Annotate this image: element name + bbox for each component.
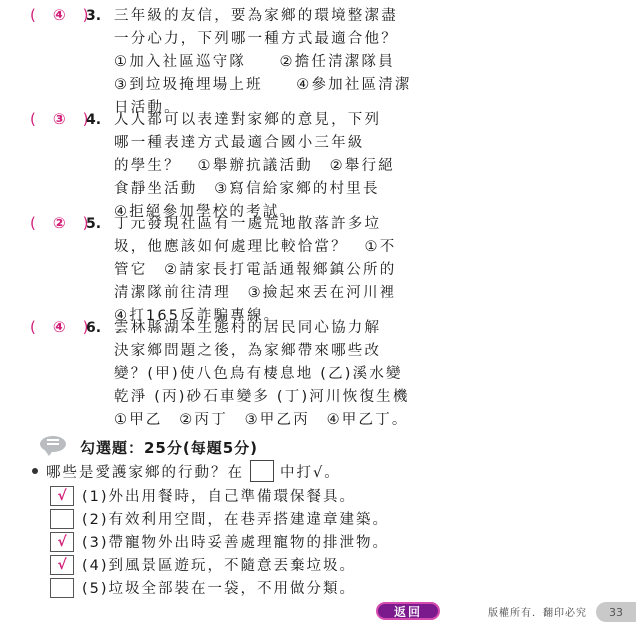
question-5 bbox=[30, 212, 620, 327]
checkbox[interactable] bbox=[50, 509, 74, 529]
bullet-icon bbox=[32, 468, 38, 474]
question-number: 6. bbox=[86, 320, 102, 336]
question-line: 圾，他應該如何處理比較恰當？ ①不 bbox=[114, 239, 397, 255]
question-line: 人人都可以表達對家鄉的意見，下列 bbox=[114, 112, 382, 128]
question-number: 3. bbox=[86, 8, 102, 24]
question-3 bbox=[30, 4, 620, 119]
option-text: (2)有效利用空間，在巷弄搭建違章建築。 bbox=[82, 512, 390, 528]
blank-box-icon bbox=[250, 460, 274, 482]
checkbox-option bbox=[50, 530, 389, 553]
answer-slot: ( ④ ) bbox=[30, 6, 90, 24]
speech-bubble-icon bbox=[40, 436, 70, 458]
option-text: (1)外出用餐時，自己準備環保餐具。 bbox=[82, 489, 357, 505]
option-text: (3)帶寵物外出時妥善處理寵物的排泄物。 bbox=[82, 535, 390, 551]
page-number: 33 bbox=[596, 602, 636, 622]
section-title: 勾選題：25分(每題5分) bbox=[80, 438, 259, 457]
question-number: 4. bbox=[86, 112, 102, 128]
question-line: ④打165反詐騙專線。 bbox=[114, 308, 281, 324]
question-4 bbox=[30, 108, 620, 223]
answer-mark: ③ bbox=[52, 110, 67, 128]
copyright-text: 版權所有．翻印必究 bbox=[488, 608, 587, 619]
checkbox[interactable] bbox=[50, 578, 74, 598]
checkbox-option bbox=[50, 553, 389, 576]
answer-slot: ( ② ) bbox=[30, 214, 90, 232]
question-line: 三年級的友信，要為家鄉的環境整潔盡 bbox=[114, 8, 398, 24]
question-line: ①加入社區巡守隊 ②擔任清潔隊員 bbox=[114, 54, 395, 70]
question-line: 日活動。 bbox=[114, 100, 181, 116]
question-line: 管它 ②請家長打電話通報鄉鎮公所的 bbox=[114, 262, 397, 278]
checkbox-option bbox=[50, 576, 389, 599]
option-text: (5)垃圾全部裝在一袋，不用做分類。 bbox=[82, 581, 357, 597]
section-header bbox=[40, 436, 258, 458]
question-line: 食靜坐活動 ③寫信給家鄉的村里長 bbox=[114, 181, 380, 197]
question-line: 一分心力，下列哪一種方式最適合他？ bbox=[114, 31, 398, 47]
checkbox[interactable]: √ bbox=[50, 532, 74, 552]
checkbox-list bbox=[50, 484, 389, 599]
checkbox-option bbox=[50, 507, 389, 530]
question-line: 雲林縣湖本生態村的居民同心協力解 bbox=[114, 320, 382, 336]
answer-mark: ④ bbox=[52, 318, 67, 336]
checkbox[interactable]: √ bbox=[50, 555, 74, 575]
option-text: (4)到風景區遊玩，不隨意丟棄垃圾。 bbox=[82, 558, 357, 574]
footer bbox=[0, 600, 640, 620]
answer-slot: ( ③ ) bbox=[30, 110, 90, 128]
instruction-text-after: 中打√。 bbox=[280, 464, 341, 481]
question-line: ③到垃圾掩埋場上班 ④參加社區清潔 bbox=[114, 77, 412, 93]
checkbox[interactable]: √ bbox=[50, 486, 74, 506]
question-number: 5. bbox=[86, 216, 102, 232]
question-line: 丁元發現社區有一處荒地散落許多垃 bbox=[114, 216, 382, 232]
question-line: 決家鄉問題之後，為家鄉帶來哪些改 bbox=[114, 343, 382, 359]
question-line: 變？(甲)使八色鳥有棲息地 (乙)溪水變 bbox=[114, 366, 403, 382]
question-line: 乾淨 (丙)砂石車變多 (丁)河川恢復生機 bbox=[114, 389, 410, 405]
question-line: 清潔隊前往清理 ③撿起來丟在河川裡 bbox=[114, 285, 397, 301]
question-line: 的學生？ ①舉辦抗議活動 ②舉行絕 bbox=[114, 158, 395, 174]
instruction-text-before: 哪些是愛護家鄉的行動？在 bbox=[46, 464, 244, 481]
question-line: ①甲乙 ②丙丁 ③甲乙丙 ④甲乙丁。 bbox=[114, 412, 409, 428]
answer-mark: ④ bbox=[52, 6, 67, 24]
question-line: 哪一種表達方式最適合國小三年級 bbox=[114, 135, 365, 151]
question-6 bbox=[30, 316, 620, 431]
back-button[interactable]: 返回 bbox=[376, 602, 440, 620]
instruction bbox=[32, 460, 341, 482]
answer-mark: ② bbox=[52, 214, 67, 232]
question-line: ④拒絕參加學校的考試。 bbox=[114, 204, 297, 220]
answer-slot: ( ④ ) bbox=[30, 318, 90, 336]
checkbox-option bbox=[50, 484, 389, 507]
